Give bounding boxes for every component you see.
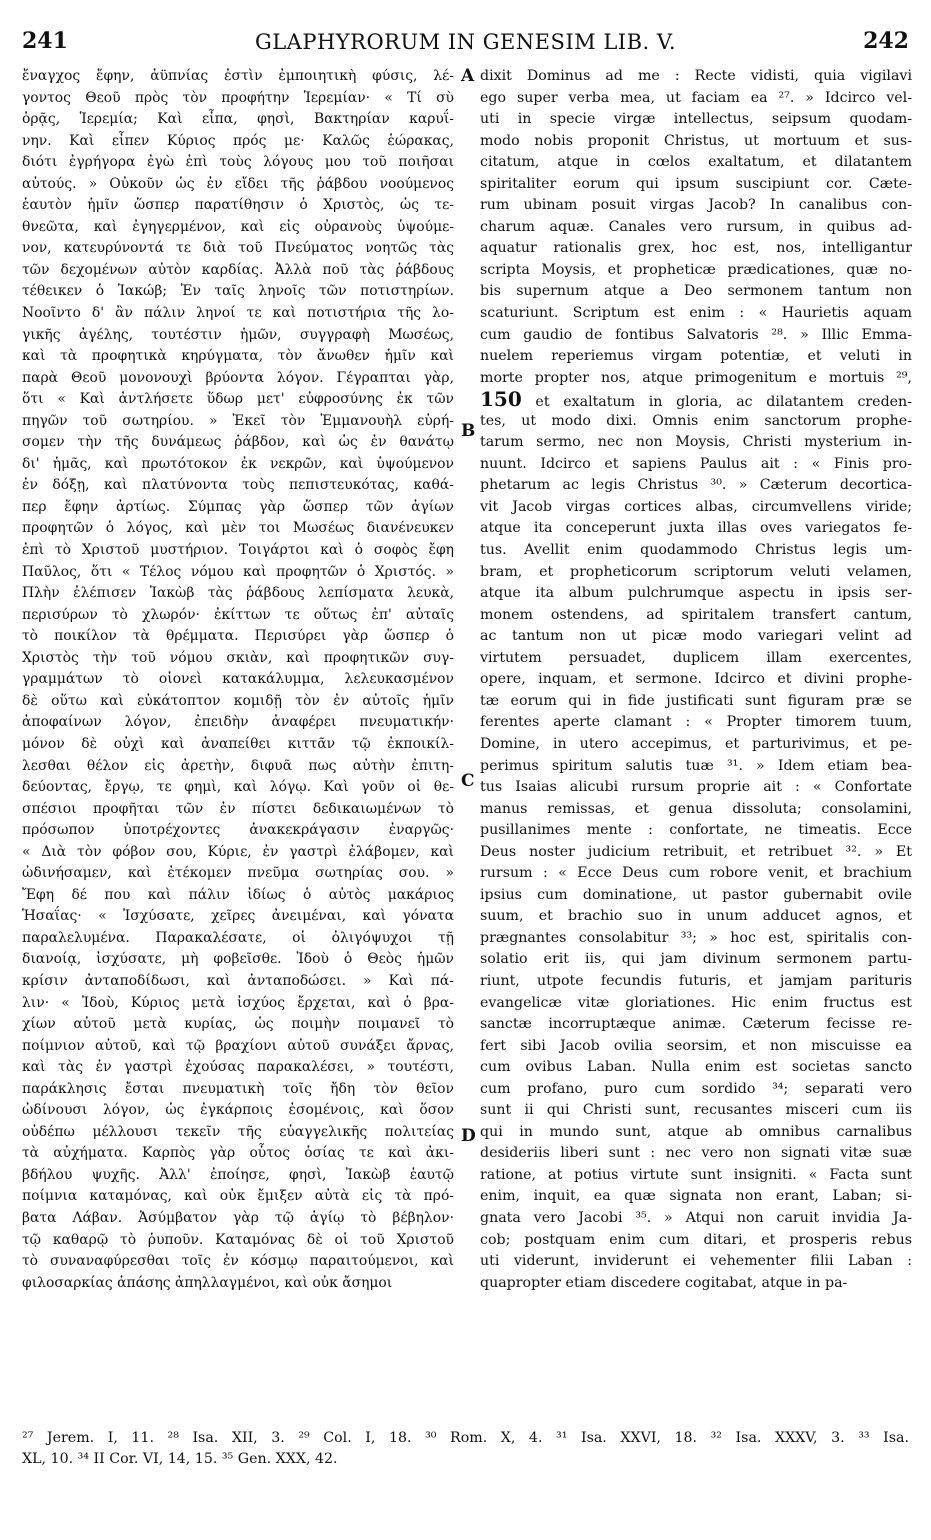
latin-text-line: scripta Moysis, et propheticæ prædicationes, quæ no- — [480, 261, 912, 278]
latin-text-line: ipsius cum dominatione, ut pastor gubernabit ovile — [480, 886, 912, 903]
latin-text-line: spiritaliter eorum qui ipsum suscipiunt cor. Cæte- — [480, 175, 912, 192]
greek-text-line: θνεῶτα, καὶ ἐγηγερμένον, καὶ εἰς οὐρανοὺς ὑψούμε- — [22, 218, 454, 235]
greek-text-line: ὅτι « Καὶ ἀντλήσετε ὕδωρ μετ' εὐφροσύνης ἐκ τῶν — [22, 391, 454, 408]
greek-text-line: Νοοῖντο δ' ἂν πάλιν ληνοί τε καὶ ποτιστήρια τῆς λο- — [22, 305, 454, 322]
latin-text-line: modo nobis proponit Christus, ut mortuum et sus- — [480, 132, 912, 149]
latin-text-line: cum profano, puro cum sordido ³⁴; separati vero — [480, 1080, 912, 1097]
page-header — [22, 28, 909, 58]
greek-text-line: Ἔφη δέ που καὶ πάλιν ἰδίως ὁ αὐτὸς μακάριος — [22, 886, 454, 903]
greek-text-line: ὠδίνουσι λόγον, ὡς ἐγκάρποις ἐσομένοις, καὶ ὅσον — [22, 1102, 454, 1119]
greek-text-line: διότι ἐγρήγορα ἐγὼ ἐπὶ τοὺς λόγους μου τοῦ ποιῆσαι — [22, 154, 454, 171]
latin-text-line: bis supernum atque a Deo sermonem tantum non — [480, 283, 912, 300]
latin-text-line: uti in specie virgæ intellectus, seipsum quodam- — [480, 111, 912, 128]
greek-text-line: λεσθαι θέλον εἰς ἀρετὴν, διφυᾶ πως αὐτὴν ἐπιτη- — [22, 757, 454, 774]
latin-text-line: pusillanimes mente : confortate, ne timeatis. Ecce — [480, 822, 912, 839]
latin-text-line: nuelem reperiemus virgam potentiæ, et veluti in — [480, 348, 912, 365]
latin-text-line: sunt ii qui Christi sunt, recusantes misceri cum iis — [480, 1102, 912, 1119]
greek-text-line: γικῆς ἀγέλης, τουτέστιν ἡμῶν, συγγραφὴ Μωσέως, — [22, 326, 454, 343]
latin-text-column — [480, 66, 912, 1294]
latin-text-line: gnata vero Jacobi ³⁵. » Atqui non caruit invidia Ja- — [480, 1209, 912, 1226]
latin-text-line: ac tantum non ut picæ modo variegari velint ad — [480, 628, 912, 645]
greek-text-line: διανοίᾳ, ἰσχύσατε, μὴ φοβεῖσθε. Ἰδοὺ ὁ Θεὸς ἡμῶν — [22, 951, 454, 968]
latin-text-line: qui in mundo sunt, atque ab omnibus carnalibus — [480, 1123, 912, 1140]
greek-text-line: ὠδινήσαμεν, καὶ ἐτέκομεν πνεῦμα σωτηρίας σου. » — [22, 865, 454, 882]
latin-text-line: atque ita conceperunt juxta illas oves variegatos fe- — [480, 520, 912, 537]
latin-text-line: nuunt. Idcirco et sapiens Paulus ait : « Finis pro- — [480, 455, 912, 472]
greek-text-line: Ἡσαΐας· « Ἰσχύσατε, χεῖρες ἀνειμέναι, καὶ γόνατα — [22, 908, 454, 925]
greek-text-line: Παῦλος, ὅτι « Τέλος νόμου καὶ προφητῶν ὁ Χριστός. » — [22, 563, 454, 580]
greek-text-line: δι' ἡμᾶς, καὶ πρωτότοκον ἐκ νεκρῶν, καὶ ὑψούμενον — [22, 455, 454, 472]
latin-text-line: rursum : « Ecce Deus cum robore venit, et brachium — [480, 865, 912, 882]
latin-text-line: tarum sermo, nec non Moysis, Christi mysterium in- — [480, 434, 912, 451]
latin-text-line: monem ostendens, ad spiritalem transfert cantum, — [480, 606, 912, 623]
column-number: 150 — [480, 389, 522, 411]
greek-text-column — [22, 66, 454, 1294]
latin-text-line: suum, et brachio suo in unum adducet agnos, et — [480, 908, 912, 925]
greek-text-line: τῷ καθαρῷ τὸ ῥυποῦν. Καταμόνας δὲ οἱ τοῦ Χριστοῦ — [22, 1231, 454, 1248]
greek-text-line: προφητῶν ὁ λόγος, καὶ μὲν τοι Μωσέως διανένευκεν — [22, 520, 454, 537]
greek-text-line: καὶ τὰ προφητικὰ κηρύγματα, τὸν ἄνωθεν ἡμῖν καὶ — [22, 348, 454, 365]
greek-text-line: αὐτούς. » Οὐκοῦν ὡς ἐν εἴδει τῆς ῥάβδου νοούμενος — [22, 175, 454, 192]
greek-text-line: Χριστὸς τὴν τοῦ νόμου σκιὰν, καὶ προφητικῶν συγ- — [22, 649, 454, 666]
greek-text-line: σομεν τὴν τῆς δυνάμεως ῥάβδον, καὶ ὡς ἐν θανάτῳ — [22, 434, 454, 451]
latin-text-line: tus. Avellit enim quodammodo Christus legis um- — [480, 542, 912, 559]
greek-text-line: πρόσωπον ὑποτρέχοντες ἀνακεκράγασιν ἐναργῶς· — [22, 822, 454, 839]
greek-text-line: ἑαυτὸν ἡμῖν ὥσπερ παρατίθησιν ὁ Χριστὸς, ὡς τε- — [22, 197, 454, 214]
latin-text-line: tes, ut modo dixi. Omnis enim sanctorum prophe- — [480, 412, 912, 429]
latin-text-line: enim, inquit, ea quæ signata non erant, Laban; si- — [480, 1188, 912, 1205]
greek-text-line: κρίσιν ἀνταποδίδωσι, καὶ ἀνταποδώσει. » Καὶ πά- — [22, 972, 454, 989]
latin-text-line: scaturiunt. Scriptum est enim : « Haurietis aquam — [480, 305, 912, 322]
greek-text-line: τέθεικεν ὁ Ἰακώβ; Ἐν ταῖς ληνοῖς τῶν ποτιστηρίων. — [22, 283, 454, 300]
greek-text-line: τὸ συναναφύρεσθαι τοῖς ἐν κόσμῳ παραιτούμενοι, καὶ — [22, 1253, 454, 1270]
latin-text-line: ego super verba mea, ut faciam ea ²⁷. » Idcirco vel- — [480, 89, 912, 106]
greek-text-line: ποίμνια καταμόνας, καὶ οὐκ ἔμιξεν αὐτὰ εἰς τὰ πρό- — [22, 1188, 454, 1205]
latin-text-line: opere, inquam, et sermone. Idcirco et divini prophe- — [480, 671, 912, 688]
greek-text-line: γραμμάτων τὸ οἱονεὶ κατακάλυμμα, λελευκασμένον — [22, 671, 454, 688]
latin-text-line: vit Jacob virgas cortices albas, circumvellens viride; — [480, 498, 912, 515]
margin-marker-b: B — [461, 421, 476, 441]
greek-text-line: τὰ αὐχήματα. Καρπὸς γὰρ οὗτος ὁσίας τε καὶ ἀκι- — [22, 1145, 454, 1162]
greek-text-line: δὲ οὕτω καὶ εὐκάτοπτον κομιδῇ τὸν ἐν αὐτοῖς ἡμῖν — [22, 692, 454, 709]
footnotes — [22, 1428, 909, 1470]
latin-text-line: phetarum ac legis Christus ³⁰. » Cæterum decortica- — [480, 477, 912, 494]
greek-text-line: παραλελυμένα. Παρακαλέσατε, οἱ ὀλιγόψυχοι τῇ — [22, 929, 454, 946]
greek-text-line: βδήλου ψυχῆς. Ἀλλ' ἐποίησε, φησὶ, Ἰακὼβ ἑαυτῷ — [22, 1166, 454, 1183]
greek-text-line: σπέσιοι προφῆται τῶν ἐν πίστει δεδικαιωμένων τὸ — [22, 800, 454, 817]
latin-text-line: ratione, at potius virtute sunt insigniti. « Facta sunt — [480, 1166, 912, 1183]
margin-marker-c: C — [461, 771, 475, 791]
latin-text-line: fert sibi Jacob ovilia seorsim, et non miscuisse ea — [480, 1037, 912, 1054]
greek-text-line: πηγῶν τοῦ σωτηρίου. » Ἐκεῖ τὸν Ἐμμανουὴλ εὑρή- — [22, 412, 454, 429]
running-title: GLAPHYRORUM IN GENESIM LIB. V. — [254, 30, 677, 54]
greek-text-line: « Διὰ τὸν φόβον σου, Κύριε, ἐν γαστρὶ ἐλάβομεν, καὶ — [22, 843, 454, 860]
latin-text-line: cob; postquam enim cum ditari, et prosperis rebus — [480, 1231, 912, 1248]
latin-text-line: desideriis liberi sunt : nec vero non signati vitæ suæ — [480, 1145, 912, 1162]
greek-text-line: νην. Καὶ εἶπεν Κύριος πρός με· Καλῶς ἑώρακας, — [22, 132, 454, 149]
latin-text-line: quapropter etiam discedere cogitabat, atque in pa- — [480, 1274, 848, 1291]
greek-text-line: μόνον δὲ οὐχὶ καὶ ἀναπείθει κιττᾶν τῷ ἐκποικίλ- — [22, 735, 454, 752]
latin-text-line: solatio erit iis, qui jam divinum sermonem partu- — [480, 951, 912, 968]
latin-text-line: citatum, atque in cœlos exaltatum, et dilatantem — [480, 154, 912, 171]
greek-text-line: περισύρων τὸ χλωρόν· ἐκίττων τε οὕτως ἐπ' αὐταῖς — [22, 606, 454, 623]
latin-text-line: evangelicæ vitæ gloriationes. Hic enim fructus est — [480, 994, 912, 1011]
footnote-line: ²⁷ Jerem. I, 11. ²⁸ Isa. XII, 3. ²⁹ Col. I, 18. ³⁰ Rom. X, 4. ³¹ Isa. XXVI, 18. ³² Isa. XXXV, 3. ³³ Isa. — [22, 1430, 909, 1446]
greek-text-line: δεύοντας, ἔργῳ, τε φημὶ, καὶ λόγῳ. Καὶ γοῦν οἱ θε- — [22, 779, 454, 796]
margin-marker-a: A — [461, 66, 475, 86]
greek-text-line: ἔναγχος ἔφην, ἀϋπνίας ἐστὶν ἐμποιητικὴ φύσις, λέ- — [22, 68, 454, 84]
latin-text-line: rum ubinam posuit virgas Jacob? In canalibus con- — [480, 197, 912, 214]
latin-text-line: perimus spiritum salutis tuæ ³¹. » Idem etiam bea- — [480, 757, 912, 774]
greek-text-line: νον, κατευρύνοντά τε διὰ τοῦ Πνεύματος νοητῶς τὰς — [22, 240, 454, 257]
latin-text-line: virtutem persuadet, duplicem illam exercentes, — [480, 649, 912, 666]
latin-text-line: ferentes aperte clamant : « Propter timorem tuum, — [480, 714, 912, 731]
latin-text-line: bram, et propheticorum scriptorum veluti velamen, — [480, 563, 912, 580]
right-page-number: 242 — [863, 28, 909, 54]
greek-text-line: ποίμνιον αὐτοῦ, καὶ τῷ βραχίονι αὐτοῦ συνάξει ἄρνας, — [22, 1037, 454, 1054]
latin-text-line: cum ovibus Laban. Nulla enim est societas sancto — [480, 1059, 912, 1076]
left-page-number: 241 — [22, 28, 68, 54]
greek-text-line: ἐν δόξῃ, καὶ πλατύνοντα τοὺς πεπιστευκότας, καθά- — [22, 477, 454, 494]
margin-marker-d: D — [461, 1126, 476, 1146]
latin-text-line: sanctæ incorruptæque animæ. Cæterum fecisse re- — [480, 1016, 912, 1033]
latin-text-line: Deus noster judicium retribuit, et retribuet ³². » Et — [480, 843, 912, 860]
latin-text-line: prægnantes consolabitur ³³; » hoc est, spiritalis con- — [480, 929, 912, 946]
greek-text-line: φιλοσαρκίας ἁπάσης ἀπηλλαγμένοι, καὶ οὐκ ἄσημοι — [22, 1274, 393, 1291]
latin-text-line: uti viderunt, inviderunt ei vehementer filii Laban : — [480, 1253, 912, 1270]
latin-text-line: atque ita album pulchrumque aspectu in ipsis ser- — [480, 585, 912, 602]
latin-text-line: Domine, in utero accepimus, et parturivimus, et pe- — [480, 735, 912, 752]
latin-text-line: tæ eorum qui in fide justificati sunt figuram præ se — [480, 692, 912, 709]
greek-text-line: περ ἔφην ἀρτίως. Σύμπας γὰρ ὥσπερ τῶν ἁγίων — [22, 498, 454, 515]
latin-text-line: charum aquæ. Canales vero rursum, in quibus ad- — [480, 218, 912, 235]
greek-text-line: ὁρᾷς, Ἱερεμία; Καὶ εἶπα, φησὶ, Βακτηρίαν καρυΐ- — [22, 111, 454, 128]
greek-text-line: ἀποφαίνων λόγον, ἐπειδὴν ἀναφέρει πνευματικήν· — [22, 714, 454, 731]
greek-text-line: λιν· « Ἰδοὺ, Κύριος μετὰ ἰσχύος ἔρχεται, καὶ ὁ βρα- — [22, 994, 454, 1011]
latin-text-line: manus remissas, et genua dissoluta; consolamini, — [480, 800, 912, 817]
greek-text-line: παρὰ Θεοῦ μονονουχὶ βρύοντα λόγον. Γέγραπται γὰρ, — [22, 369, 454, 386]
greek-text-line: οὐδέπω μέλλουσι τεκεῖν τῆς εὐαγγελικῆς πολιτείας — [22, 1123, 454, 1140]
latin-text-line: tus Isaias alicubi rursum proprie ait : « Confortate — [480, 779, 912, 796]
latin-text-line: dixit Dominus ad me : Recte vidisti, quia vigilavi — [480, 68, 912, 84]
latin-text-line: morte propter nos, atque primogenitum e mortuis ²⁹, — [480, 369, 912, 386]
greek-text-line: παράκλησις ἔσται πνευματικὴ τοῖς ἤδη τὸν θεῖον — [22, 1080, 454, 1097]
greek-text-line: Πλὴν ἐλέπισεν Ἰακὼβ τὰς ῥάβδους λεπίσματα λευκὰ, — [22, 585, 454, 602]
greek-text-line: γοντος Θεοῦ πρὸς τὸν προφήτην Ἱερεμίαν· « Τί σὺ — [22, 89, 454, 106]
latin-text-line: aquatur rationalis grex, hoc est, nos, intelligantur — [480, 240, 912, 257]
latin-text-line: 150 et exaltatum in gloria, ac dilatantem creden- — [480, 389, 912, 411]
greek-text-line: τῶν δεχομένων αὐτὸν καρδίας. Ἀλλὰ ποῦ τὰς ῥάβδους — [22, 261, 454, 278]
greek-text-line: τὸ ποικίλον τὰ θρέμματα. Περισύρει γὰρ ὥσπερ ὁ — [22, 628, 454, 645]
latin-text-line: riunt, utpote fecundis futuris, et jamjam parituris — [480, 972, 912, 989]
greek-text-line: χίων αὐτοῦ μετὰ κυρίας, ὡς ποιμὴν ποιμανεῖ τὸ — [22, 1016, 454, 1033]
greek-text-line: καὶ τὰς ἐν γαστρὶ ἐχούσας παρακαλέσει, » τουτέστι, — [22, 1059, 454, 1076]
footnote-line: XL, 10. ³⁴ II Cor. VI, 14, 15. ³⁵ Gen. XXX, 42. — [22, 1451, 338, 1467]
greek-text-line: βατα Λάβαν. Ἀσύμβατον γὰρ τῷ ἁγίῳ τὸ βέβηλον· — [22, 1209, 454, 1226]
latin-text-line: cum gaudio de fontibus Salvatoris ²⁸. » Illic Emma- — [480, 326, 912, 343]
greek-text-line: ἐπὶ τὸ Χριστοῦ μυστήριον. Τοιγάρτοι καὶ ὁ σοφὸς ἔφη — [22, 542, 454, 559]
